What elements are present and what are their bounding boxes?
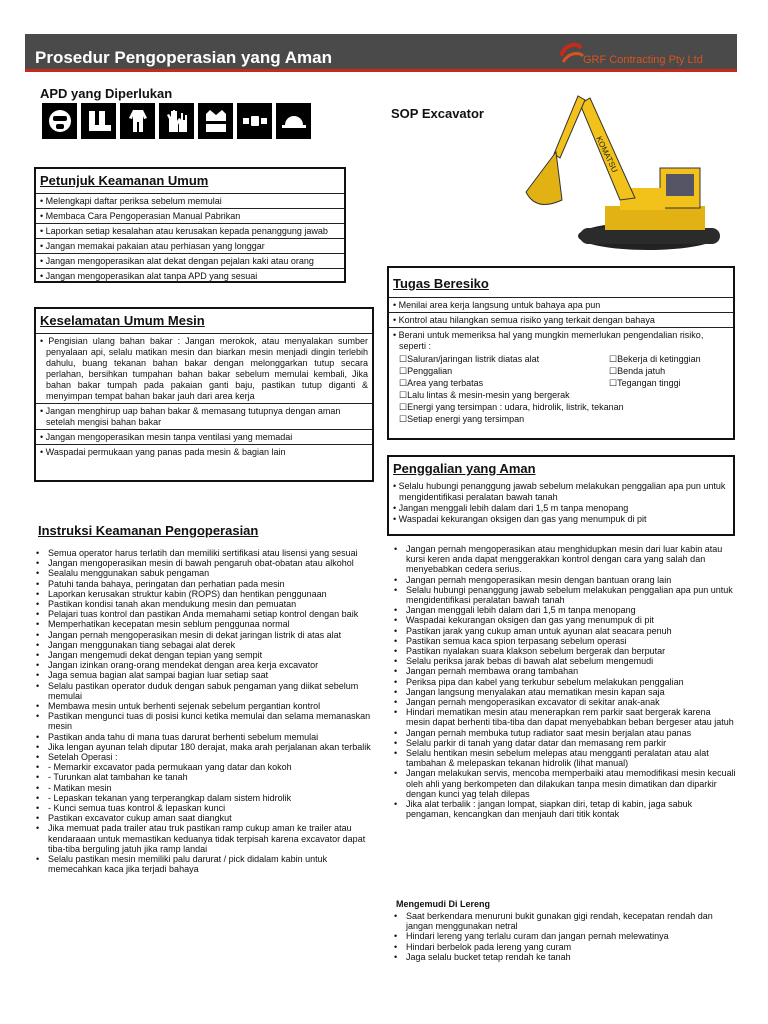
company-logo	[557, 38, 727, 68]
list-item: • Pastikan nyalakan suara klakson sebelum bergerak dan berputar	[392, 646, 737, 656]
sop-title: SOP Excavator	[391, 106, 484, 121]
list-item: • Jangan menghirup uap bahan bakar & memasang tutupnya dengan aman setelah mengisi bahan bakar	[36, 403, 372, 429]
list-item: • Jaga semua bagian alat sampai bagian luar setiap saat	[34, 670, 376, 680]
list-item: • Pastikan semua kaca spion terpasang sebelum operasi	[392, 636, 737, 646]
list-item: • Periksa pipa dan kabel yang terkubur sebelum melakukan penggalian	[392, 677, 737, 687]
list-item: • Jangan mengemudi dekat dengan tepian yang sempit	[34, 650, 376, 660]
checklist-item: ☐ Saluran/jaringan listrik diatas alat	[399, 353, 609, 365]
list-item: • Pengisian ulang bahan bakar : Jangan merokok, atau menyalakan sumber penyalaan api, selalu matikan mesin dan biarkan mesin menjadi dingin terlebih dahulu, buang tekanan bahan bakar dengan melonggarkan tutup secara perlahan, bersihkan tumpahan bahan bakar sebelum memulai kembali, Jika bahan bakar tumpah pada pakaian ganti baju, pastikan tutup diganti & menyimpan tempat bahan bakar jauh dari area kerja	[36, 333, 372, 403]
risk-tasks-title: Tugas Beresiko	[393, 276, 489, 291]
list-item: • Jangan mengoperasikan alat dekat dengan pejalan kaki atau orang	[36, 253, 344, 268]
list-item: • Jika memuat pada trailer atau truk pastikan ramp cukup aman ke trailer atau kendaraaan untuk memastikan keduanya tidak terpisah karena excavator dapat tiba-tiba berguling jatuh jika ramp landai	[34, 823, 376, 854]
checklist-item: ☐ Bekerja di ketinggian	[609, 353, 723, 365]
machine-safety-title: Keselamatan Umum Mesin	[40, 313, 205, 328]
list-item: • Laporkan kerusakan struktur kabin (ROPS) dan hentikan penggunaan	[34, 589, 376, 599]
list-item: • Jika lengan ayunan telah diputar 180 derajat, maka arah perjalanan akan terbalik	[34, 742, 376, 752]
list-item: • Jangan menggali lebih dalam dari 1,5 m tanpa menopang	[393, 503, 729, 514]
ppe-icons	[42, 103, 311, 139]
list-item: • Pastikan mengunci tuas di posisi kunci ketika memulai dan selama memanaskan mesin	[34, 711, 376, 731]
list-item: • Selalu hentikan mesin sebelum melepas atau mengganti peralatan atau alat tambahan & melepaskan tekanan hidrolik (lihat manual)	[392, 748, 737, 768]
list-item: • - Kunci semua tuas kontrol & lepaskan kunci	[34, 803, 376, 813]
list-item: • Jangan pernah mengoperasikan excavator di sekitar anak-anak	[392, 697, 737, 707]
list-item: • Jangan pernah mengoperasikan atau menghidupkan mesin dari luar kabin atau kursi keren anda dapat menggerakkan kontrol dengan cara yang salah dan menyebabkan cedera serius.	[392, 544, 737, 575]
checklist-item: ☐ Benda jatuh	[609, 365, 723, 377]
list-item: • Waspadai kekurangan oksigen dan gas yang menumpuk di pit	[393, 514, 729, 525]
list-item: • Selalu parkir di tanah yang datar datar dan memasang rem parkir	[392, 738, 737, 748]
coverall-icon	[120, 103, 155, 139]
list-item: • - Turunkan alat tambahan ke tanah	[34, 772, 376, 782]
checklist-item: ☐ Lalu lintas & mesin-mesin yang bergerak	[399, 389, 723, 401]
checklist-item: ☐ Area yang terbatas	[399, 377, 609, 389]
list-item: • Semua operator harus terlatih dan memiliki sertifikasi atau lisensi yang sesuai	[34, 548, 376, 558]
list-item: • Membawa mesin untuk berhenti sejenak sebelum pergantian kontrol	[34, 701, 376, 711]
list-item: • Jangan melakukan servis, mencoba memperbaiki atau memodifikasi mesin kecuali oleh ahli yang berkompeten dan dilakukan tanpa mesin dimatikan dan diparkir dengan kunci yag telah dilepas	[392, 768, 737, 799]
list-item: • Jangan pernah mengoperasikan mesin dengan bantuan orang lain	[392, 575, 737, 585]
list-item: • Selalu pastikan operator duduk dengan sabuk pengaman yang diikat sebelum memulai	[34, 681, 376, 701]
excavator-brand: KOMATSU	[594, 134, 620, 174]
checklist-item: ☐ Tegangan tinggi	[609, 377, 723, 389]
list-item: • Patuhi tanda bahaya, peringatan dan perhatian pada mesin	[34, 579, 376, 589]
list-item: • Saat berkendara menuruni bukit gunakan gigi rendah, kecepatan rendah dan jangan menggunakan netral	[392, 911, 737, 931]
list-item: • Sealalu menggunakan sabuk pengaman	[34, 568, 376, 578]
safe-digging-title: Penggalian yang Aman	[393, 461, 536, 476]
list-item: • Kontrol atau hilangkan semua risiko yang terkait dengan bahaya	[389, 312, 733, 327]
list-item: • - Lepaskan tekanan yang terperangkap dalam sistem hidrolik	[34, 793, 376, 803]
risk-tasks-list	[389, 297, 733, 353]
list-item: • Jangan pernah membuka tutup radiator saat mesin berjalan atau panas	[392, 728, 737, 738]
list-item: • Jangan langsung menyalakan atau mematikan mesin kapan saja	[392, 687, 737, 697]
list-item: • Laporkan setiap kesalahan atau kerusakan kepada penanggung jawab	[36, 223, 344, 238]
list-item: • Selalu hubungi penanggung jawab sebelum melakukan penggalian apa pun untuk mengidentifikasi peralatan bawah tanah	[392, 585, 737, 605]
gloves-icon	[159, 103, 194, 139]
list-item: • Pastikan anda tahu di mana tuas darurat berhenti sebelum memulai	[34, 732, 376, 742]
ppe-title: APD yang Diperlukan	[40, 86, 173, 101]
list-item: • Jangan menggali lebih dalam dari 1,5 m tanpa menopang	[392, 605, 737, 615]
seatbelt-icon	[237, 103, 272, 139]
general-safety-box	[34, 167, 346, 283]
list-item: • Membaca Cara Pengoperasian Manual Pabrikan	[36, 208, 344, 223]
checklist-item: ☐ Penggalian	[399, 365, 609, 377]
list-item: • Jaga selalu bucket tetap rendah ke tanah	[392, 952, 737, 962]
grf-logo-icon	[557, 38, 585, 66]
list-item: • Jangan mengoperasikan alat tanpa APD yang sesuai	[36, 268, 344, 283]
list-item: • Waspadai permukaan yang panas pada mesin & bagian lain	[36, 444, 372, 459]
general-safety-title: Petunjuk Keamanan Umum	[40, 173, 209, 188]
title-bar	[25, 34, 737, 72]
list-item: • Memperhatikan kecepatan mesin seblum penggunaa normal	[34, 619, 376, 629]
machine-safety-list	[36, 333, 372, 459]
list-item: • Melengkapi daftar periksa sebelum memulai	[36, 193, 344, 208]
hi-vis-vest-icon	[198, 103, 233, 139]
list-item: • Jangan pernah mengoperasikan mesin di dekat jaringan listrik di atas alat	[34, 630, 376, 640]
list-item: • Hindari lereng yang terlalu curam dan jangan pernah melewatinya	[392, 931, 737, 941]
list-item: • Selalu periksa jarak bebas di bawah alat sebelum mengemudi	[392, 656, 737, 666]
slope-driving-title: Mengemudi Di Lereng	[396, 899, 491, 909]
list-item: • Setelah Operasi :	[34, 752, 376, 762]
list-item: • Berani untuk memeriksa hal yang mungkin memerlukan pengendalian risiko, seperti :	[389, 327, 733, 353]
list-item: • Pastikan kondisi tanah akan mendukung mesin dan pemuatan	[34, 599, 376, 609]
list-item: • Jika alat terbalik : jangan lompat, siapkan diri, tetap di kabin, jaga sabuk pengaman, kencangkan dan menjauh dari titik kontak	[392, 799, 737, 819]
list-item: • Jangan menggunakan tiang sebagai alat derek	[34, 640, 376, 650]
company-name: GRF Contracting Pty Ltd	[583, 54, 703, 66]
list-item: • Jangan izinkan orang-orang mendekat dengan area kerja excavator	[34, 660, 376, 670]
checklist-item: ☐ Energi yang tersimpan : udara, hidrolik, listrik, tekanan	[399, 401, 723, 413]
list-item: • Pastikan jarak yang cukup aman untuk ayunan alat seacara penuh	[392, 626, 737, 636]
list-item: • Selalu pastikan mesin memiliki palu darurat / pick didalam kabin untuk memecahkan kaca jika terjadi bahaya	[34, 854, 376, 874]
list-item: • Selalu hubungi penanggung jawab sebelum melakukan penggalian apa pun untuk mengidentifikasi peralatan bawah tanah	[393, 481, 729, 503]
list-item: • Jangan mengoperasikan mesin tanpa ventilasi yang memadai	[36, 429, 372, 444]
list-item: • Jangan pernah membawa orang tambahan	[392, 666, 737, 676]
list-item: • - Memarkir excavator pada permukaan yang datar dan kokoh	[34, 762, 376, 772]
excavator-image	[520, 88, 735, 260]
safe-digging-box	[387, 455, 735, 536]
operating-instructions-right	[392, 544, 737, 819]
list-item: • Jangan memakai pakaian atau perhiasan yang longgar	[36, 238, 344, 253]
list-item: • Hindari berbelok pada lereng yang curam	[392, 942, 737, 952]
machine-safety-box	[34, 307, 374, 482]
list-item: • Hindari mematikan mesin atau menerapkan rem parkir saat bergerak karena mesin dapat berhenti tiba-tiba dan dapat menyebabkan beban bergeser atau jatuh	[392, 707, 737, 727]
general-safety-list	[36, 193, 344, 283]
list-item: • Menilai area kerja langsung untuk bahaya apa pun	[389, 297, 733, 312]
operating-instructions-title: Instruksi Keamanan Pengoperasian	[38, 523, 259, 538]
hard-hat-icon	[276, 103, 311, 139]
list-item: • Pastikan excavator cukup aman saat diangkut	[34, 813, 376, 823]
list-item: • - Matikan mesin	[34, 783, 376, 793]
risk-tasks-box	[387, 266, 735, 440]
goggles-mask-icon	[42, 103, 77, 139]
safe-digging-list	[389, 481, 733, 525]
operating-instructions-left	[34, 548, 376, 875]
page-title: Prosedur Pengoperasian yang Aman	[35, 48, 332, 67]
boots-icon	[81, 103, 116, 139]
slope-driving-list	[392, 911, 737, 962]
list-item: • Pelajari tuas kontrol dan pastikan Anda memahami setiap kontrol dengan baik	[34, 609, 376, 619]
list-item: • Jangan mengoperasikan mesin di bawah pengaruh obat-obatan atau alkohol	[34, 558, 376, 568]
list-item: • Waspadai kekurangan oksigen dan gas yang menumpuk di pit	[392, 615, 737, 625]
checklist-item: ☐ Setiap energi yang tersimpan	[399, 413, 723, 425]
risk-checklist	[389, 353, 733, 425]
